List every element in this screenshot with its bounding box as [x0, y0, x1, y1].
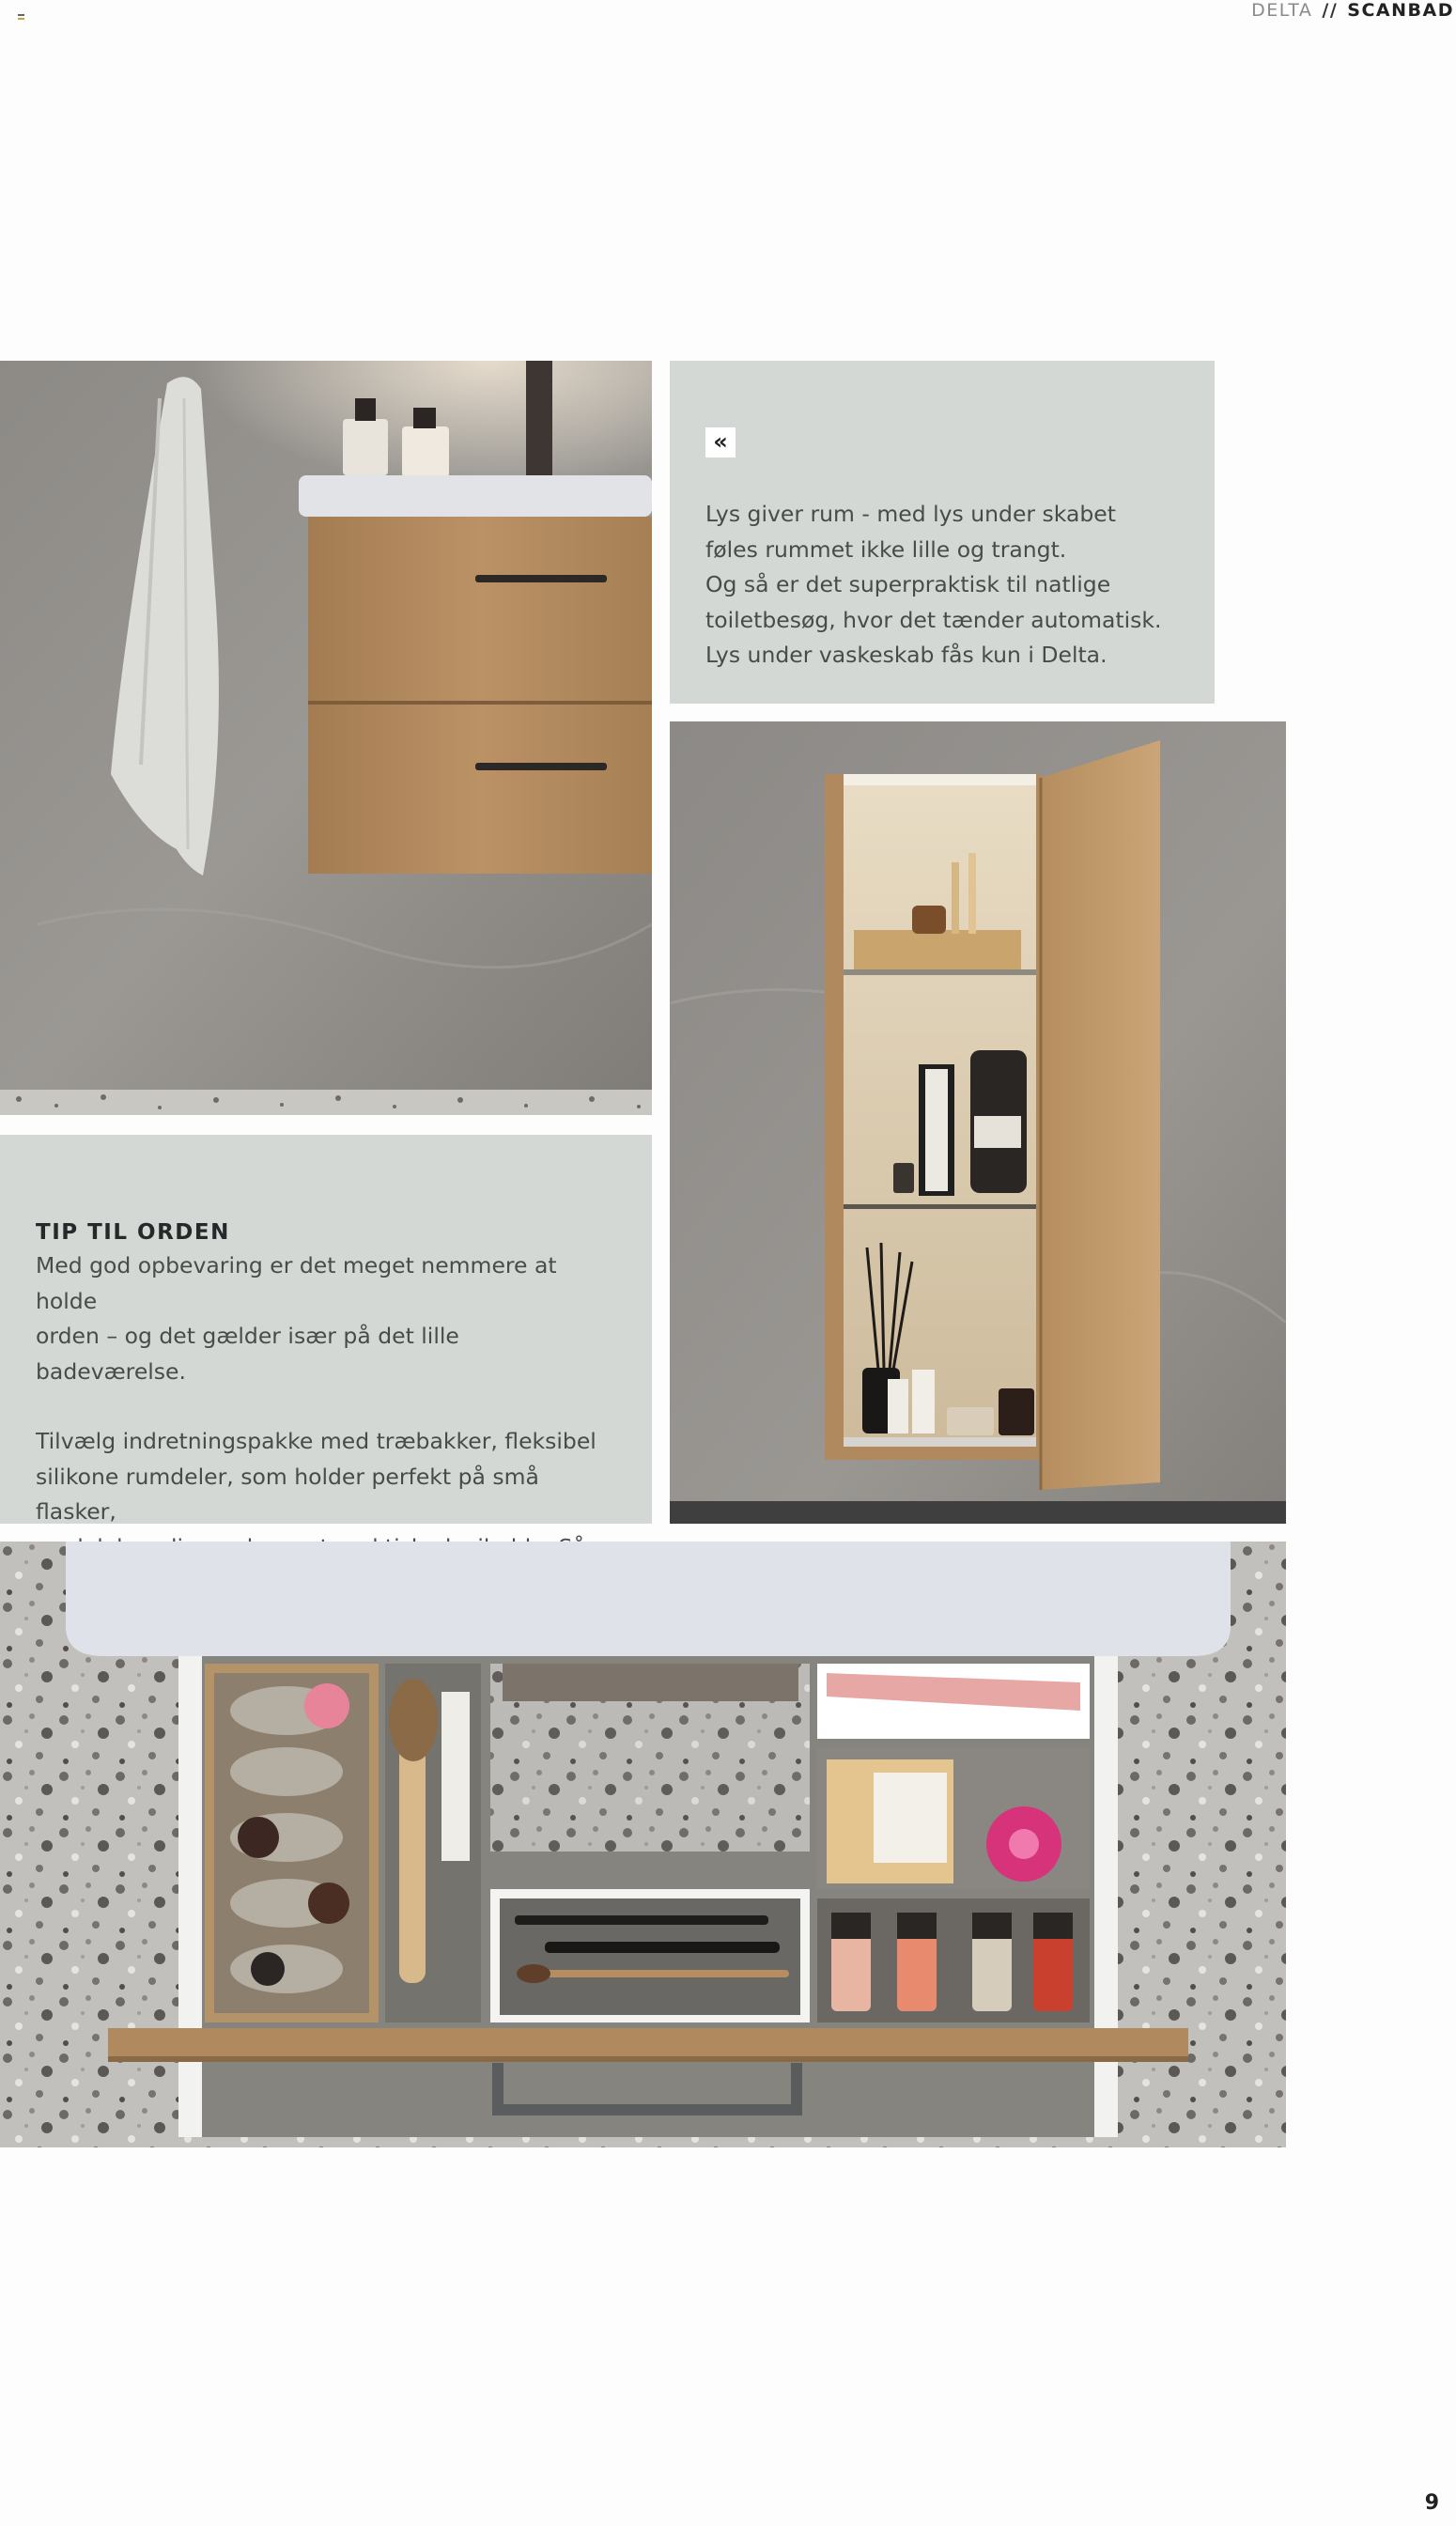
quote-line: Lys giver rum - med lys under skabet [705, 501, 1116, 527]
header-brand: SCANBAD [1347, 0, 1454, 21]
tip-paragraph-1 [36, 1248, 616, 1389]
vanity-photo [0, 361, 652, 1115]
quote-panel [670, 361, 1215, 704]
tip-line: orden – og det gælder især på det lille badeværelse. [36, 1323, 459, 1385]
header-separator: // [1322, 0, 1339, 21]
tip-heading: TIP TIL ORDEN [36, 1220, 230, 1245]
quote-line: føles rummet ikke lille og trangt. [705, 535, 1067, 563]
tall-cabinet-photo [670, 721, 1286, 1524]
tip-line: Med god opbevaring er det meget nemmere at holde [36, 1252, 557, 1314]
tip-panel [0, 1135, 652, 1524]
tip-line: Tilvælg indretningspakke med træbakker, fleksibel [36, 1428, 596, 1454]
brand-header [1251, 0, 1454, 21]
page-number: 9 [1424, 2491, 1439, 2515]
quote-line: Og så er det superpraktisk til natlige [705, 571, 1111, 597]
quote-line: Lys under vaskeskab fås kun i Delta. [705, 642, 1107, 668]
paragraph-spacer [36, 1389, 616, 1424]
quote-text [705, 497, 1179, 674]
tip-line: silikone rumdeler, som holder perfekt på små flasker, [36, 1463, 539, 1525]
header-product: DELTA [1251, 0, 1313, 21]
quote-marks-icon: « [705, 427, 736, 457]
quote-line: toiletbesøg, hvor det tænder automatisk. [705, 606, 1162, 633]
drawer-organizer-photo [0, 1542, 1286, 2147]
corner-mark-icon [18, 13, 26, 22]
